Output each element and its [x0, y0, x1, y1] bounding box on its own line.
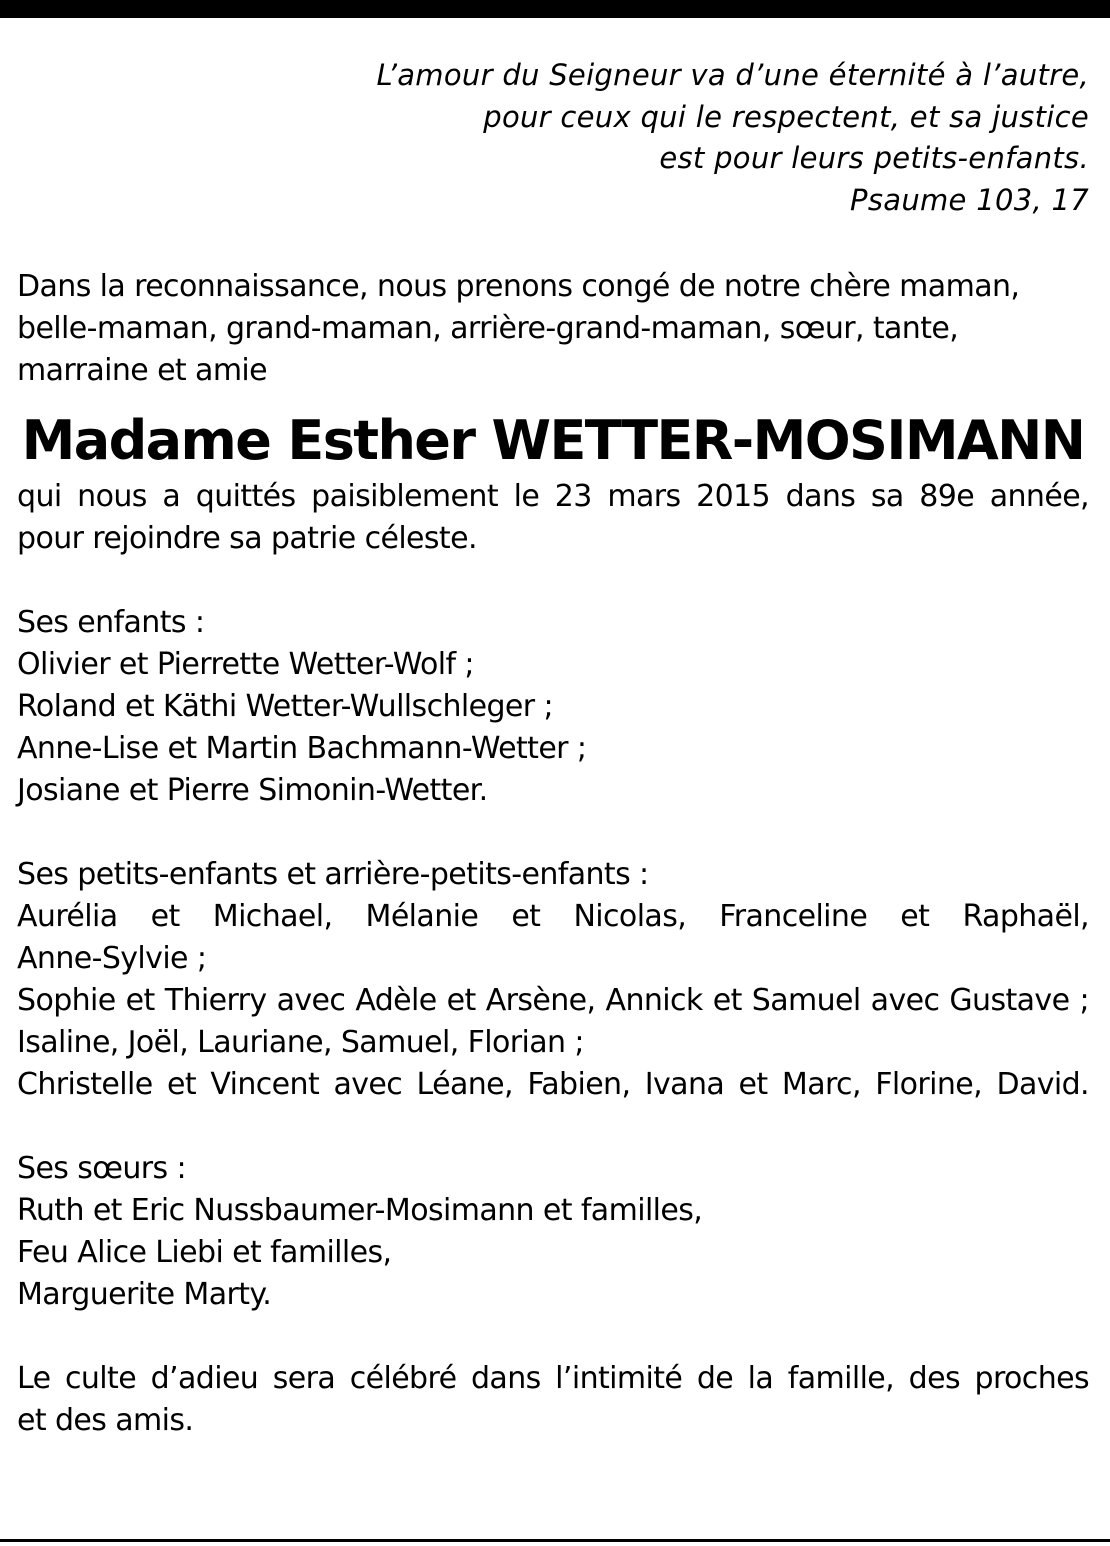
sisters-heading: Ses sœurs :: [17, 1151, 187, 1186]
children-line: Roland et Käthi Wetter-Wullschleger ;: [17, 689, 553, 724]
intro-line: Dans la reconnaissance, nous prenons congé de notre chère maman,: [17, 269, 1020, 304]
service-paragraph: [17, 1358, 1089, 1442]
bible-verse: [17, 55, 1089, 221]
verse-reference: Psaume 103, 17: [850, 182, 1089, 217]
grandchildren-line: Aurélia et Michael, Mélanie et Nicolas, Franceline et Raphaël,: [17, 899, 1089, 934]
verse-line: est pour leurs petits-enfants.: [659, 141, 1089, 175]
sisters-line: Ruth et Eric Nussbaumer-Mosimann et familles,: [17, 1193, 703, 1228]
passing-line: pour rejoindre sa patrie céleste.: [17, 521, 477, 556]
grandchildren-line: Anne-Sylvie ;: [17, 941, 207, 976]
passing-line: qui nous a quittés paisiblement le 23 mars 2015 dans sa 89e année,: [17, 479, 1089, 514]
obituary-notice: [17, 55, 1089, 1442]
verse-line: L’amour du Seigneur va d’une éternité à l’autre,: [376, 58, 1089, 92]
intro-line: belle-maman, grand-maman, arrière-grand-maman, sœur, tante,: [17, 311, 959, 346]
grandchildren-heading: Ses petits-enfants et arrière-petits-enfants :: [17, 857, 649, 892]
grandchildren-line: Sophie et Thierry avec Adèle et Arsène, Annick et Samuel avec Gustave ;: [17, 983, 1089, 1018]
sisters-line: Feu Alice Liebi et familles,: [17, 1235, 392, 1270]
grandchildren-line: Christelle et Vincent avec Léane, Fabien, Ivana et Marc, Florine, David.: [17, 1067, 1089, 1102]
sisters-line: Marguerite Marty.: [17, 1277, 272, 1312]
intro-line: marraine et amie: [17, 353, 268, 388]
grandchildren-section: [17, 854, 1089, 1106]
deceased-name: Madame Esther WETTER-MOSIMANN: [21, 409, 1085, 472]
children-line: Anne-Lise et Martin Bachmann-Wetter ;: [17, 731, 587, 766]
children-line: Olivier et Pierrette Wetter-Wolf ;: [17, 647, 474, 682]
children-line: Josiane et Pierre Simonin-Wetter.: [17, 773, 488, 808]
intro-paragraph: [17, 266, 1089, 392]
passing-paragraph: [17, 476, 1089, 560]
service-line: Le culte d’adieu sera célébré dans l’intimité de la famille, des proches: [17, 1361, 1089, 1396]
service-line: et des amis.: [17, 1403, 194, 1438]
grandchildren-line: Isaline, Joël, Lauriane, Samuel, Florian ;: [17, 1025, 584, 1060]
children-heading: Ses enfants :: [17, 605, 205, 640]
verse-line: pour ceux qui le respectent, et sa justice: [483, 99, 1089, 134]
bottom-border-rule: [0, 1539, 1110, 1542]
sisters-section: [17, 1148, 1089, 1316]
children-section: [17, 602, 1089, 812]
top-border-rule: [0, 0, 1110, 18]
